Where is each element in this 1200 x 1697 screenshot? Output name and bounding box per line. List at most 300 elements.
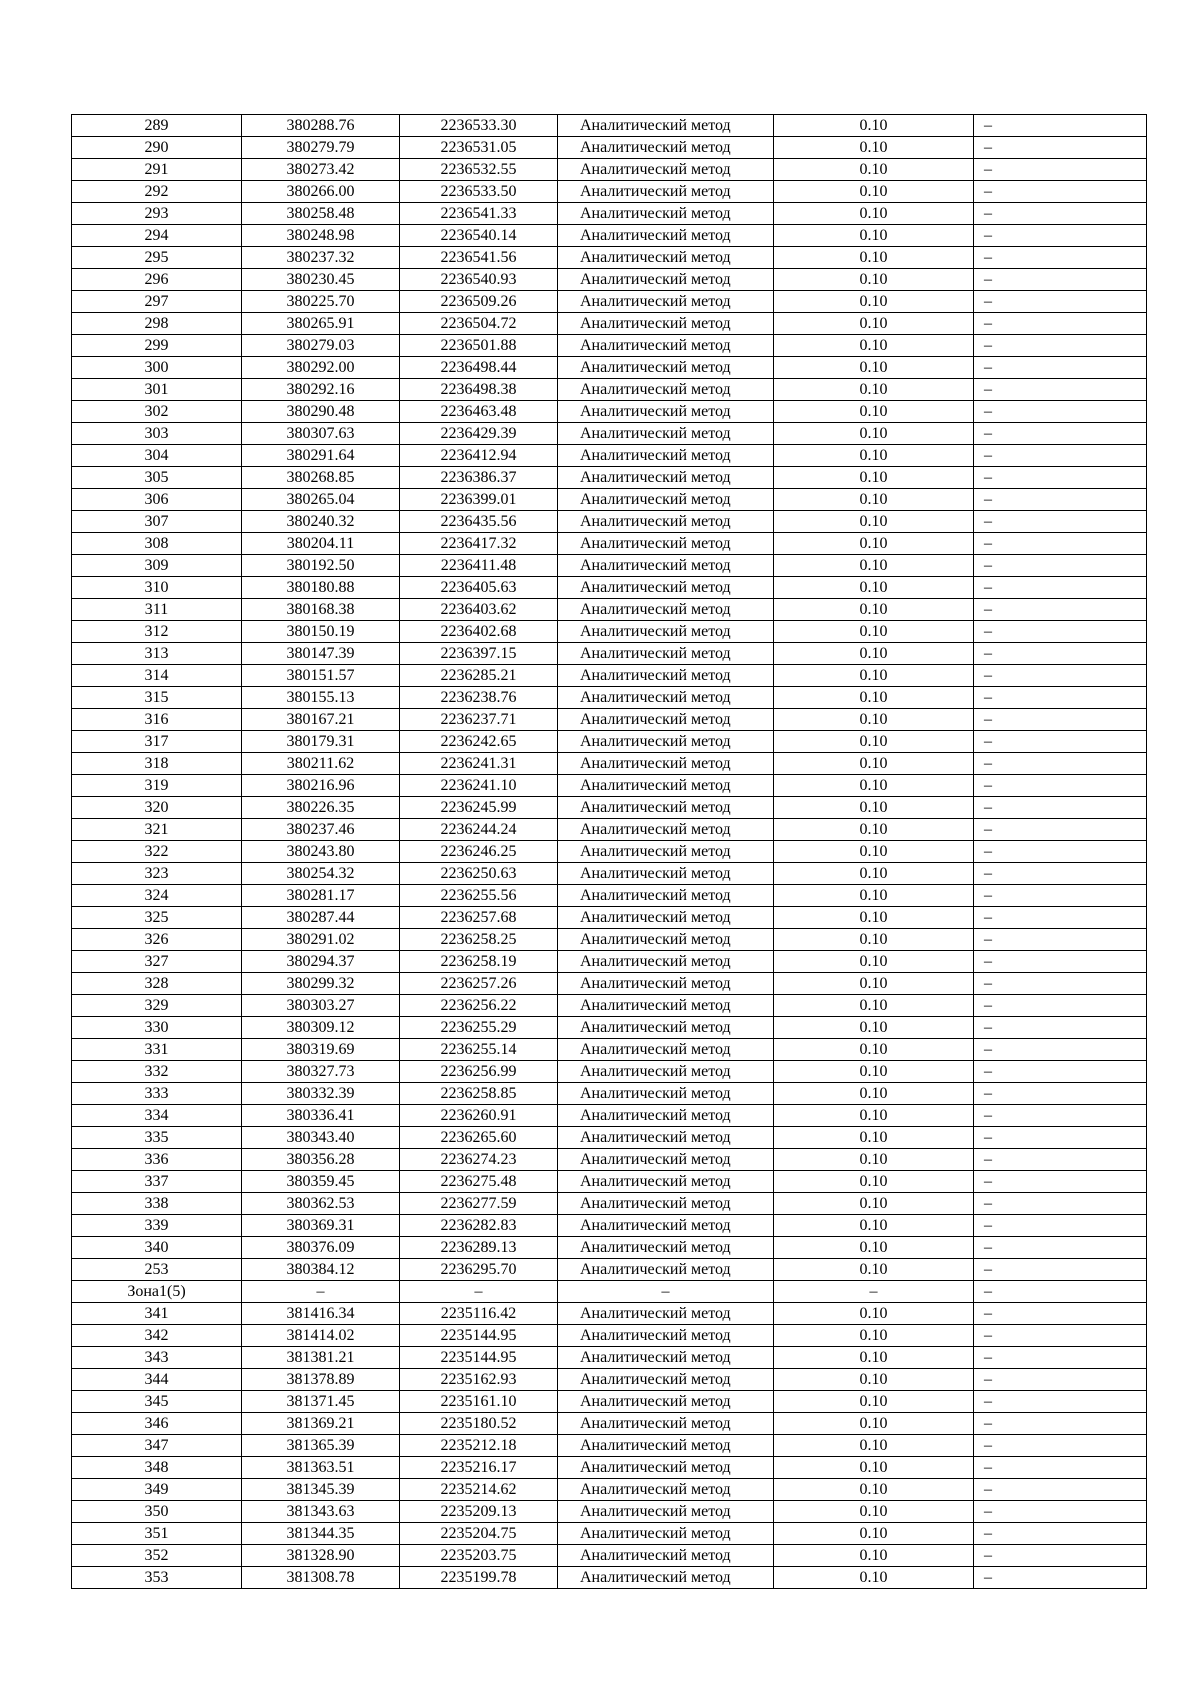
note-cell: –	[974, 775, 1147, 797]
point-number-cell: Зона1(5)	[72, 1281, 242, 1303]
method-cell: Аналитический метод	[558, 401, 774, 423]
table-row	[72, 379, 1147, 401]
accuracy-cell: 0.10	[774, 335, 974, 357]
accuracy-cell: 0.10	[774, 1523, 974, 1545]
coord-y-cell: 2236241.10	[400, 775, 558, 797]
table-row	[72, 995, 1147, 1017]
table-row	[72, 313, 1147, 335]
coord-y-cell: 2235180.52	[400, 1413, 558, 1435]
note-cell: –	[974, 247, 1147, 269]
method-cell: Аналитический метод	[558, 841, 774, 863]
method-cell: Аналитический метод	[558, 643, 774, 665]
point-number-cell: 318	[72, 753, 242, 775]
note-cell: –	[974, 225, 1147, 247]
note-cell: –	[974, 1457, 1147, 1479]
note-cell: –	[974, 313, 1147, 335]
coord-x-cell: 380369.31	[242, 1215, 400, 1237]
coord-x-cell: 380168.38	[242, 599, 400, 621]
note-cell: –	[974, 1369, 1147, 1391]
accuracy-cell: 0.10	[774, 1347, 974, 1369]
accuracy-cell: 0.10	[774, 467, 974, 489]
note-cell: –	[974, 863, 1147, 885]
coord-y-cell: 2236265.60	[400, 1127, 558, 1149]
table-row	[72, 577, 1147, 599]
accuracy-cell: 0.10	[774, 709, 974, 731]
coord-y-cell: 2236237.71	[400, 709, 558, 731]
coord-y-cell: 2236258.19	[400, 951, 558, 973]
method-cell: Аналитический метод	[558, 819, 774, 841]
coord-x-cell: 380192.50	[242, 555, 400, 577]
note-cell: –	[974, 291, 1147, 313]
table-row	[72, 1259, 1147, 1281]
table-row	[72, 709, 1147, 731]
note-cell: –	[974, 621, 1147, 643]
accuracy-cell: 0.10	[774, 313, 974, 335]
point-number-cell: 302	[72, 401, 242, 423]
table-row	[72, 1523, 1147, 1545]
point-number-cell: 309	[72, 555, 242, 577]
method-cell: Аналитический метод	[558, 1567, 774, 1589]
note-cell: –	[974, 115, 1147, 137]
coord-x-cell: 380279.79	[242, 137, 400, 159]
coord-y-cell: 2236509.26	[400, 291, 558, 313]
coord-x-cell: 380292.00	[242, 357, 400, 379]
coord-y-cell: 2236429.39	[400, 423, 558, 445]
accuracy-cell: 0.10	[774, 181, 974, 203]
coord-x-cell: 380151.57	[242, 665, 400, 687]
coord-x-cell: 380336.41	[242, 1105, 400, 1127]
accuracy-cell: 0.10	[774, 1171, 974, 1193]
coord-x-cell: 380230.45	[242, 269, 400, 291]
table-row	[72, 797, 1147, 819]
point-number-cell: 293	[72, 203, 242, 225]
point-number-cell: 353	[72, 1567, 242, 1589]
method-cell: Аналитический метод	[558, 973, 774, 995]
coord-x-cell: 380288.76	[242, 115, 400, 137]
accuracy-cell: 0.10	[774, 1149, 974, 1171]
coord-y-cell: 2236260.91	[400, 1105, 558, 1127]
coord-x-cell: –	[242, 1281, 400, 1303]
coord-x-cell: 380254.32	[242, 863, 400, 885]
coord-y-cell: 2236399.01	[400, 489, 558, 511]
point-number-cell: 349	[72, 1479, 242, 1501]
note-cell: –	[974, 1281, 1147, 1303]
coord-x-cell: 380248.98	[242, 225, 400, 247]
coord-x-cell: 380237.46	[242, 819, 400, 841]
coord-y-cell: 2236541.56	[400, 247, 558, 269]
coord-y-cell: 2236250.63	[400, 863, 558, 885]
coord-x-cell: 380180.88	[242, 577, 400, 599]
method-cell: Аналитический метод	[558, 379, 774, 401]
method-cell: Аналитический метод	[558, 555, 774, 577]
table-row	[72, 137, 1147, 159]
note-cell: –	[974, 1039, 1147, 1061]
coord-y-cell: 2236245.99	[400, 797, 558, 819]
coord-x-cell: 380167.21	[242, 709, 400, 731]
accuracy-cell: 0.10	[774, 291, 974, 313]
table-row	[72, 1061, 1147, 1083]
note-cell: –	[974, 643, 1147, 665]
coord-y-cell: 2236255.14	[400, 1039, 558, 1061]
method-cell: Аналитический метод	[558, 423, 774, 445]
note-cell: –	[974, 137, 1147, 159]
table-row	[72, 247, 1147, 269]
accuracy-cell: 0.10	[774, 973, 974, 995]
point-number-cell: 333	[72, 1083, 242, 1105]
method-cell: Аналитический метод	[558, 995, 774, 1017]
method-cell: Аналитический метод	[558, 1171, 774, 1193]
point-number-cell: 294	[72, 225, 242, 247]
coord-y-cell: 2236257.68	[400, 907, 558, 929]
point-number-cell: 295	[72, 247, 242, 269]
accuracy-cell: 0.10	[774, 247, 974, 269]
method-cell: Аналитический метод	[558, 1149, 774, 1171]
coord-x-cell: 380290.48	[242, 401, 400, 423]
coord-x-cell: 381371.45	[242, 1391, 400, 1413]
table-row	[72, 1215, 1147, 1237]
coord-x-cell: 381381.21	[242, 1347, 400, 1369]
table-row	[72, 863, 1147, 885]
point-number-cell: 292	[72, 181, 242, 203]
coord-x-cell: 380237.32	[242, 247, 400, 269]
coord-y-cell: 2235204.75	[400, 1523, 558, 1545]
point-number-cell: 290	[72, 137, 242, 159]
point-number-cell: 321	[72, 819, 242, 841]
note-cell: –	[974, 1017, 1147, 1039]
coord-y-cell: 2236255.29	[400, 1017, 558, 1039]
point-number-cell: 339	[72, 1215, 242, 1237]
method-cell: Аналитический метод	[558, 1193, 774, 1215]
accuracy-cell: 0.10	[774, 577, 974, 599]
coord-y-cell: 2236498.38	[400, 379, 558, 401]
coord-y-cell: 2235209.13	[400, 1501, 558, 1523]
coord-x-cell: 380332.39	[242, 1083, 400, 1105]
method-cell: Аналитический метод	[558, 731, 774, 753]
coord-x-cell: 380150.19	[242, 621, 400, 643]
accuracy-cell: 0.10	[774, 841, 974, 863]
accuracy-cell: 0.10	[774, 1391, 974, 1413]
coord-x-cell: 380258.48	[242, 203, 400, 225]
coord-y-cell: 2236435.56	[400, 511, 558, 533]
coord-y-cell: 2236238.76	[400, 687, 558, 709]
coord-y-cell: 2236533.30	[400, 115, 558, 137]
point-number-cell: 338	[72, 1193, 242, 1215]
accuracy-cell: 0.10	[774, 995, 974, 1017]
coord-y-cell: 2236397.15	[400, 643, 558, 665]
coord-y-cell: 2236463.48	[400, 401, 558, 423]
accuracy-cell: 0.10	[774, 753, 974, 775]
table-row	[72, 357, 1147, 379]
table-row	[72, 225, 1147, 247]
point-number-cell: 326	[72, 929, 242, 951]
coordinates-table	[71, 114, 1147, 1589]
method-cell: Аналитический метод	[558, 247, 774, 269]
note-cell: –	[974, 1325, 1147, 1347]
coord-y-cell: 2236533.50	[400, 181, 558, 203]
point-number-cell: 296	[72, 269, 242, 291]
coord-y-cell: 2236411.48	[400, 555, 558, 577]
method-cell: Аналитический метод	[558, 797, 774, 819]
accuracy-cell: 0.10	[774, 687, 974, 709]
note-cell: –	[974, 599, 1147, 621]
point-number-cell: 308	[72, 533, 242, 555]
coord-y-cell: 2236244.24	[400, 819, 558, 841]
coord-y-cell: 2236285.21	[400, 665, 558, 687]
accuracy-cell: 0.10	[774, 951, 974, 973]
note-cell: –	[974, 1171, 1147, 1193]
table-row	[72, 819, 1147, 841]
note-cell: –	[974, 181, 1147, 203]
coord-y-cell: 2235214.62	[400, 1479, 558, 1501]
coord-y-cell: 2236412.94	[400, 445, 558, 467]
point-number-cell: 307	[72, 511, 242, 533]
note-cell: –	[974, 445, 1147, 467]
method-cell: Аналитический метод	[558, 1369, 774, 1391]
method-cell: Аналитический метод	[558, 885, 774, 907]
point-number-cell: 344	[72, 1369, 242, 1391]
accuracy-cell: 0.10	[774, 225, 974, 247]
note-cell: –	[974, 1127, 1147, 1149]
coord-y-cell: 2236257.26	[400, 973, 558, 995]
accuracy-cell: 0.10	[774, 731, 974, 753]
table-row	[72, 1369, 1147, 1391]
table-row	[72, 555, 1147, 577]
coord-y-cell: 2236258.85	[400, 1083, 558, 1105]
method-cell: Аналитический метод	[558, 907, 774, 929]
coord-x-cell: 380299.32	[242, 973, 400, 995]
coord-y-cell: 2236403.62	[400, 599, 558, 621]
point-number-cell: 300	[72, 357, 242, 379]
point-number-cell: 315	[72, 687, 242, 709]
method-cell: Аналитический метод	[558, 269, 774, 291]
method-cell: Аналитический метод	[558, 137, 774, 159]
table-row	[72, 1435, 1147, 1457]
method-cell: Аналитический метод	[558, 1215, 774, 1237]
table-row	[72, 1479, 1147, 1501]
method-cell: Аналитический метод	[558, 1435, 774, 1457]
accuracy-cell: 0.10	[774, 401, 974, 423]
coord-y-cell: 2236289.13	[400, 1237, 558, 1259]
method-cell: Аналитический метод	[558, 1127, 774, 1149]
note-cell: –	[974, 687, 1147, 709]
table-row	[72, 1457, 1147, 1479]
note-cell: –	[974, 1259, 1147, 1281]
coord-y-cell: 2236402.68	[400, 621, 558, 643]
note-cell: –	[974, 907, 1147, 929]
coord-x-cell: 381328.90	[242, 1545, 400, 1567]
coord-x-cell: 380292.16	[242, 379, 400, 401]
note-cell: –	[974, 753, 1147, 775]
accuracy-cell: 0.10	[774, 885, 974, 907]
coord-y-cell: 2235144.95	[400, 1347, 558, 1369]
point-number-cell: 298	[72, 313, 242, 335]
coord-y-cell: 2236540.14	[400, 225, 558, 247]
point-number-cell: 306	[72, 489, 242, 511]
note-cell: –	[974, 1567, 1147, 1589]
point-number-cell: 312	[72, 621, 242, 643]
accuracy-cell: 0.10	[774, 775, 974, 797]
coord-x-cell: 380243.80	[242, 841, 400, 863]
method-cell: Аналитический метод	[558, 181, 774, 203]
method-cell: Аналитический метод	[558, 357, 774, 379]
coord-y-cell: 2235216.17	[400, 1457, 558, 1479]
note-cell: –	[974, 1391, 1147, 1413]
coord-y-cell: 2236282.83	[400, 1215, 558, 1237]
method-cell: Аналитический метод	[558, 203, 774, 225]
accuracy-cell: 0.10	[774, 555, 974, 577]
point-number-cell: 314	[72, 665, 242, 687]
coord-x-cell: 380155.13	[242, 687, 400, 709]
table-row	[72, 973, 1147, 995]
method-cell: Аналитический метод	[558, 1479, 774, 1501]
coord-x-cell: 381343.63	[242, 1501, 400, 1523]
accuracy-cell: 0.10	[774, 533, 974, 555]
note-cell: –	[974, 1105, 1147, 1127]
point-number-cell: 343	[72, 1347, 242, 1369]
table-row	[72, 1391, 1147, 1413]
coord-x-cell: 380265.91	[242, 313, 400, 335]
point-number-cell: 345	[72, 1391, 242, 1413]
table-row	[72, 269, 1147, 291]
table-row	[72, 1149, 1147, 1171]
table-row	[72, 1127, 1147, 1149]
accuracy-cell: 0.10	[774, 1545, 974, 1567]
table-row	[72, 731, 1147, 753]
point-number-cell: 337	[72, 1171, 242, 1193]
coord-x-cell: 380362.53	[242, 1193, 400, 1215]
point-number-cell: 347	[72, 1435, 242, 1457]
accuracy-cell: 0.10	[774, 1259, 974, 1281]
table-row	[72, 489, 1147, 511]
table-row	[72, 1193, 1147, 1215]
accuracy-cell: 0.10	[774, 1501, 974, 1523]
note-cell: –	[974, 1193, 1147, 1215]
coord-y-cell: 2235116.42	[400, 1303, 558, 1325]
table-row	[72, 335, 1147, 357]
note-cell: –	[974, 159, 1147, 181]
table-row	[72, 159, 1147, 181]
method-cell: Аналитический метод	[558, 1017, 774, 1039]
point-number-cell: 323	[72, 863, 242, 885]
accuracy-cell: 0.10	[774, 819, 974, 841]
table-row	[72, 687, 1147, 709]
point-number-cell: 299	[72, 335, 242, 357]
accuracy-cell: 0.10	[774, 445, 974, 467]
method-cell: Аналитический метод	[558, 687, 774, 709]
point-number-cell: 301	[72, 379, 242, 401]
method-cell: Аналитический метод	[558, 1105, 774, 1127]
coord-x-cell: 380268.85	[242, 467, 400, 489]
note-cell: –	[974, 665, 1147, 687]
coord-x-cell: 380216.96	[242, 775, 400, 797]
method-cell: Аналитический метод	[558, 1413, 774, 1435]
coord-x-cell: 381344.35	[242, 1523, 400, 1545]
point-number-cell: 303	[72, 423, 242, 445]
table-row	[72, 181, 1147, 203]
coord-x-cell: 380291.64	[242, 445, 400, 467]
accuracy-cell: –	[774, 1281, 974, 1303]
coord-y-cell: 2235203.75	[400, 1545, 558, 1567]
table-row	[72, 533, 1147, 555]
accuracy-cell: 0.10	[774, 1083, 974, 1105]
point-number-cell: 320	[72, 797, 242, 819]
coord-x-cell: 381365.39	[242, 1435, 400, 1457]
coord-y-cell: 2236255.56	[400, 885, 558, 907]
method-cell: Аналитический метод	[558, 225, 774, 247]
note-cell: –	[974, 1413, 1147, 1435]
table-row	[72, 445, 1147, 467]
table-row	[72, 203, 1147, 225]
point-number-cell: 331	[72, 1039, 242, 1061]
note-cell: –	[974, 995, 1147, 1017]
method-cell: Аналитический метод	[558, 1457, 774, 1479]
coord-y-cell: 2236540.93	[400, 269, 558, 291]
note-cell: –	[974, 1061, 1147, 1083]
note-cell: –	[974, 797, 1147, 819]
method-cell: Аналитический метод	[558, 1391, 774, 1413]
point-number-cell: 335	[72, 1127, 242, 1149]
method-cell: Аналитический метод	[558, 665, 774, 687]
note-cell: –	[974, 269, 1147, 291]
note-cell: –	[974, 1303, 1147, 1325]
note-cell: –	[974, 973, 1147, 995]
coord-x-cell: 380265.04	[242, 489, 400, 511]
point-number-cell: 329	[72, 995, 242, 1017]
point-number-cell: 317	[72, 731, 242, 753]
note-cell: –	[974, 841, 1147, 863]
coord-y-cell: 2236498.44	[400, 357, 558, 379]
coord-y-cell: 2236386.37	[400, 467, 558, 489]
accuracy-cell: 0.10	[774, 1237, 974, 1259]
point-number-cell: 322	[72, 841, 242, 863]
point-number-cell: 319	[72, 775, 242, 797]
coord-x-cell: 381378.89	[242, 1369, 400, 1391]
table-row	[72, 1303, 1147, 1325]
coord-y-cell: 2236274.23	[400, 1149, 558, 1171]
note-cell: –	[974, 1501, 1147, 1523]
coord-x-cell: 380240.32	[242, 511, 400, 533]
coord-x-cell: 381308.78	[242, 1567, 400, 1589]
method-cell: Аналитический метод	[558, 467, 774, 489]
table-row	[72, 467, 1147, 489]
table-row	[72, 1171, 1147, 1193]
point-number-cell: 316	[72, 709, 242, 731]
point-number-cell: 336	[72, 1149, 242, 1171]
table-row	[72, 885, 1147, 907]
coord-y-cell: 2236504.72	[400, 313, 558, 335]
coord-y-cell: 2236258.25	[400, 929, 558, 951]
coord-y-cell: 2236241.31	[400, 753, 558, 775]
table-row	[72, 621, 1147, 643]
method-cell: Аналитический метод	[558, 1259, 774, 1281]
method-cell: –	[558, 1281, 774, 1303]
coord-x-cell: 380303.27	[242, 995, 400, 1017]
table-row	[72, 907, 1147, 929]
accuracy-cell: 0.10	[774, 621, 974, 643]
point-number-cell: 342	[72, 1325, 242, 1347]
table-row	[72, 929, 1147, 951]
point-number-cell: 289	[72, 115, 242, 137]
method-cell: Аналитический метод	[558, 533, 774, 555]
method-cell: Аналитический метод	[558, 951, 774, 973]
coord-x-cell: 380309.12	[242, 1017, 400, 1039]
coord-x-cell: 380319.69	[242, 1039, 400, 1061]
table-row	[72, 1325, 1147, 1347]
method-cell: Аналитический метод	[558, 753, 774, 775]
point-number-cell: 311	[72, 599, 242, 621]
method-cell: Аналитический метод	[558, 313, 774, 335]
note-cell: –	[974, 511, 1147, 533]
